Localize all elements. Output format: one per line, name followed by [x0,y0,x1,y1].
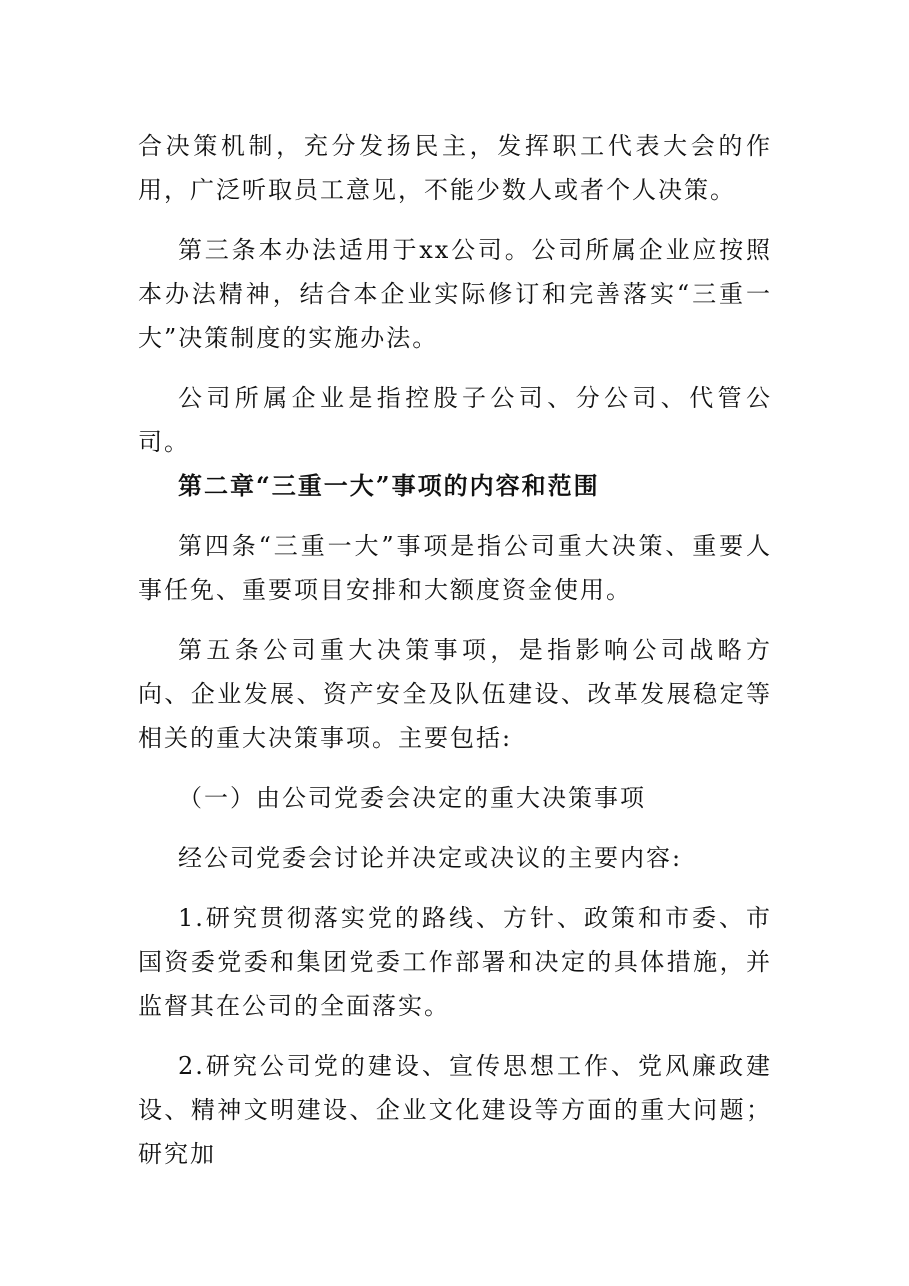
paragraph-continuation: 合决策机制，充分发扬民主，发挥职工代表大会的作用，广泛听取员工意见，不能少数人或者个人决策。 [138,132,772,204]
chapter-2-heading: 第二章“三重一大”事项的内容和范围 [178,471,600,500]
list-item-1: 1.研究贯彻落实党的路线、方针、政策和市委、市国资委党委和集团党委工作部署和决定的具体措施，并监督其在公司的全面落实。 [138,904,772,1020]
paragraph-article-3: 第三条本办法适用于xx公司。公司所属企业应按照本办法精神，结合本企业实际修订和完善落实“三重一大”决策制度的实施办法。 [138,236,772,352]
subheading-party-committee-decisions: （一）由公司党委会决定的重大决策事项 [178,784,646,812]
document-page [138,124,772,1176]
paragraph-article-4: 第四条“三重一大”事项是指公司重大决策、重要人事任免、重要项目安排和大额度资金使用。 [138,532,772,604]
list-item-2: 2.研究公司党的建设、宣传思想工作、党风廉政建设、精神文明建设、企业文化建设等方面的重大问题；研究加 [138,1052,772,1168]
paragraph-subsidiaries-definition: 公司所属企业是指控股子公司、分公司、代管公司。 [138,384,772,456]
paragraph-article-5: 第五条公司重大决策事项，是指影响公司战略方向、企业发展、资产安全及队伍建设、改革发展稳定等相关的重大决策事项。主要包括: [138,636,772,752]
paragraph-main-content-intro: 经公司党委会讨论并决定或决议的主要内容: [178,844,683,872]
